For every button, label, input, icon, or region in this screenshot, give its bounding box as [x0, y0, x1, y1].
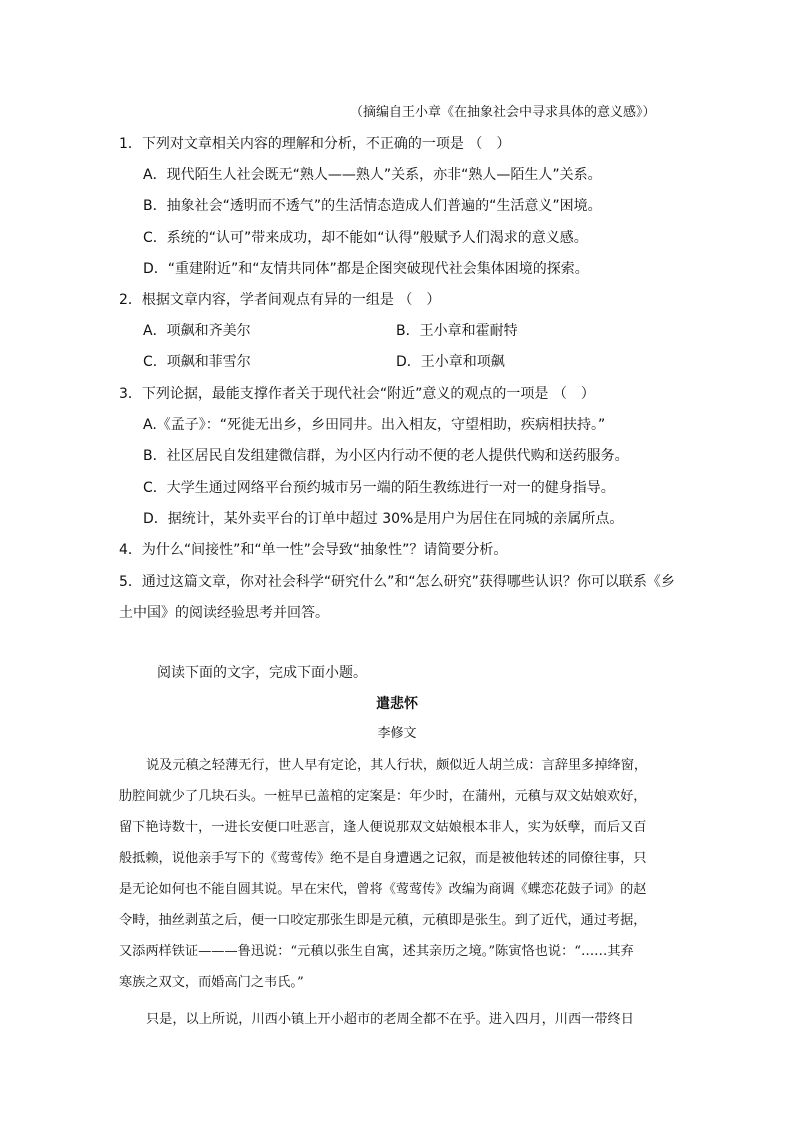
article-paragraph-1-line-8: 寒族之双文，而婚高门之韦氏。”	[119, 975, 304, 990]
question-3-option-b: B．社区居民自发组建微信群，为小区内行动不便的老人提供代购和送药服务。	[143, 448, 629, 464]
question-3-option-d: D．据统计，某外卖平台的订单中超过 30%是用户为居住在同城的亲属所点。	[143, 511, 624, 527]
question-2-option-a: A．项飙和齐美尔	[143, 323, 251, 339]
question-4-stem: 4．为什么“间接性”和“单一性”会导致“抽象性”？请简要分析。	[119, 542, 508, 558]
article-paragraph-1-line-6: 令畤，抽丝剥茧之后，便一口咬定那张生即是元稹，元稹即是张生。到了近代，通过考据，	[119, 913, 647, 928]
article-paragraph-1-line-4: 般抵赖，说他亲手写下的《莺莺传》绝不是自身遭遇之记叙，而是被他转述的同僚往事，只	[119, 851, 647, 866]
question-1-option-c: C．系统的“认可”带来成功，却不能如“认得”般赋予人们渴求的意义感。	[143, 230, 588, 246]
article-paragraph-1-line-1: 说及元稹之轻薄无行，世人早有定论，其人行状，颇似近人胡兰成：言辞里多掉绛窗，	[146, 758, 648, 773]
reading-instruction: 阅读下面的文字，完成下面小题。	[157, 665, 367, 681]
article-paragraph-1-line-3: 留下艳诗数十，一进长安便口吐恶言，逢人便说那双文姑娘根本非人，实为妖孽，而后又百	[119, 820, 647, 835]
article-paragraph-1-line-2: 肋腔间就少了几块石头。一桩早已盖棺的定案是：年少时，在蒲州，元稹与双文姑娘欢好，	[119, 789, 647, 804]
question-1-option-b: B．抽象社会“透明而不透气”的生活情态造成人们普遍的“生活意义”困境。	[143, 198, 602, 214]
article-title: 遣悲怀	[376, 696, 418, 712]
question-2-option-b: B．王小章和霍耐特	[396, 323, 518, 339]
question-1-stem: 1．下列对文章相关内容的理解和分析，不正确的一项是 （ ）	[119, 136, 511, 152]
article-paragraph-2-line-1: 只是，以上所说，川西小镇上开小超市的老周全都不在乎。进入四月，川西一带终日	[146, 1012, 634, 1027]
question-3-option-a: A.《孟子》：“死徙无出乡，乡田同井。出入相友，守望相助，疾病相扶持。”	[143, 417, 606, 433]
article-author: 李修文	[377, 726, 417, 741]
question-5-stem-line-1: 5．通过这篇文章，你对社会科学“研究什么”和“怎么研究”获得哪些认识？你可以联系《乡	[119, 574, 675, 590]
question-5-stem-line-2: 土中国》的阅读经验思考并回答。	[119, 605, 329, 621]
question-2-option-c: C．项飙和菲雪尔	[143, 354, 251, 370]
article-paragraph-1-line-5: 是无论如何也不能自圆其说。早在宋代，曾将《莺莺传》改编为商调《蝶恋花鼓子词》的赵	[119, 882, 647, 897]
question-2-option-d: D．王小章和项飙	[396, 354, 505, 370]
question-3-option-c: C．大学生通过网络平台预约城市另一端的陌生教练进行一对一的健身指导。	[143, 480, 615, 496]
question-3-stem: 3．下列论据，最能支撑作者关于现代社会“附近”意义的观点的一项是 （ ）	[119, 386, 595, 402]
question-1-option-a: A．现代陌生人社会既无“熟人——熟人”关系，亦非“熟人—陌生人”关系。	[143, 167, 602, 183]
source-note: （摘编自王小章《在抽象社会中寻求具体的意义感》）	[350, 105, 656, 120]
question-1-option-d: D．“重建附近”和“友情共同体”都是企图突破现代社会集体困境的探索。	[143, 261, 589, 277]
question-2-stem: 2．根据文章内容，学者间观点有异的一组是 （ ）	[119, 292, 441, 308]
article-paragraph-1-line-7: 又添两样铁证———鲁迅说：“元稹以张生自寓，述其亲历之境。”陈寅恪也说：“……其弃	[119, 944, 634, 959]
